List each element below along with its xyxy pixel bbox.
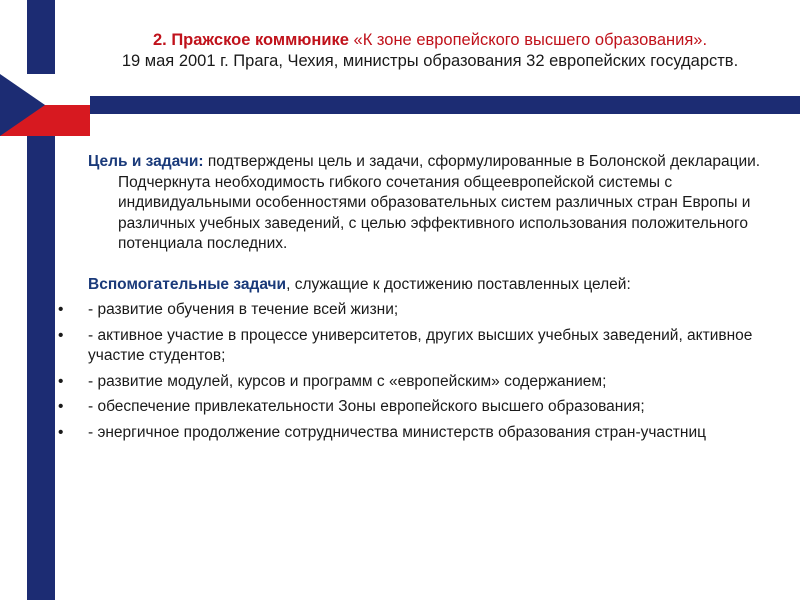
list-item bbox=[58, 326, 778, 367]
list-item bbox=[58, 372, 778, 393]
bullet-icon: • bbox=[58, 398, 64, 415]
bullet-icon: • bbox=[58, 423, 64, 441]
bullet-icon: • bbox=[58, 301, 64, 318]
slide-body bbox=[58, 152, 778, 448]
decorative-horizontal-bar bbox=[0, 96, 800, 114]
bullet-icon: • bbox=[58, 372, 64, 390]
list-item-text: - обеспечение привлекательности Зоны европейского высшего образования; bbox=[88, 398, 645, 415]
goals-label: Цель и задачи: bbox=[88, 153, 204, 170]
goals-paragraph bbox=[88, 152, 778, 255]
list-item-text: - развитие обучения в течение всей жизни; bbox=[88, 301, 399, 318]
list-item bbox=[58, 300, 778, 321]
list-item-text: - активное участие в процессе университетов, других высших учебных заведений, активное участие студентов; bbox=[88, 326, 753, 364]
list-item-text: - развитие модулей, курсов и программ с «европейским» содержанием; bbox=[88, 372, 607, 390]
title-quote: «К зоне европейского высшего образования». bbox=[353, 31, 708, 49]
slide-title bbox=[72, 30, 788, 72]
czech-flag-icon bbox=[0, 74, 90, 136]
goals-text: подтверждены цель и задачи, сформулированные в Болонской декларации. Подчеркнута необходимость гибкого сочетания общеевропейской системы с индивидуальными особенностями образовательных систем различных стран Европы и различных учебных заведений, с целью эффективного использования положительного потенциала последних. bbox=[118, 153, 761, 252]
auxiliary-task-list bbox=[58, 300, 778, 443]
auxiliary-text: , служащие к достижению поставленных целей: bbox=[286, 275, 631, 293]
auxiliary-label: Вспомогательные задачи bbox=[88, 275, 287, 293]
title-subtitle: 19 мая 2001 г. Прага, Чехия, министры образования 32 европейских государств. bbox=[121, 52, 739, 70]
auxiliary-heading bbox=[88, 275, 778, 296]
list-item bbox=[58, 397, 778, 418]
list-item-text: - энергичное продолжение сотрудничества министерств образования стран-участниц bbox=[88, 423, 707, 441]
bullet-icon: • bbox=[58, 326, 64, 344]
list-item bbox=[58, 423, 778, 444]
title-heading: 2. Пражское коммюнике bbox=[152, 31, 349, 49]
